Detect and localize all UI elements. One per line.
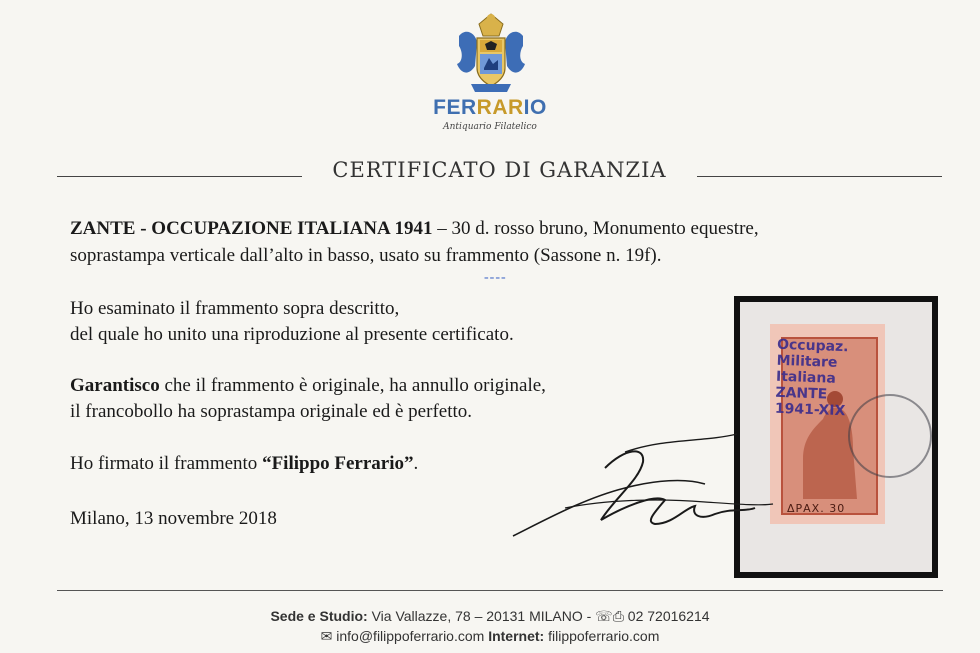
footer-contact: ✉ info@filippoferrario.com Internet: filippoferrario.com	[320, 628, 660, 644]
stamp-overprint	[775, 337, 849, 419]
title-rule-left	[57, 176, 302, 177]
postmark-cancel	[848, 394, 932, 478]
overprint-line: ZANTE	[775, 384, 828, 403]
stamp-value: ΔΡΑΧ. 30	[787, 502, 846, 515]
overprint-line: Militare	[776, 352, 838, 371]
description-line-2: soprastampa verticale dall’alto in basso, usato su frammento (Sassone n. 19f).	[70, 245, 662, 266]
paragraph2-line-1: Garantisco che il frammento è originale, ha annullo originale,	[70, 375, 546, 396]
description-line-1: ZANTE - OCCUPAZIONE ITALIANA 1941 – 30 d. rosso bruno, Monumento equestre,	[70, 218, 759, 239]
overprint-line: Italiana	[775, 368, 837, 387]
certificate-title: CERTIFICATO DI GARANZIA	[332, 158, 667, 182]
paragraph1-line-2: del quale ho unito una riproduzione al presente certificato.	[70, 324, 514, 345]
mail-icon: ✉	[320, 628, 333, 644]
brand-tagline: Antiquario Filatelico	[443, 122, 537, 132]
crest-logo-icon	[451, 6, 531, 96]
overprint-line: 1941-XIX	[774, 400, 846, 420]
separator: ----	[484, 270, 507, 285]
brand-name: FERRARIO	[433, 96, 547, 119]
handwritten-signature	[505, 428, 775, 548]
footer-address: Sede e Studio: Via Vallazze, 78 – 20131 MILANO - ☏⎙ 02 72016214	[270, 608, 710, 624]
paragraph2-line-2: il francobollo ha soprastampa originale ed è perfetto.	[70, 401, 473, 422]
overprint-line: Occupaz.	[776, 336, 849, 356]
paragraph1-line-1: Ho esaminato il frammento sopra descritto,	[70, 298, 400, 319]
footer-rule	[57, 590, 943, 591]
title-rule-right	[697, 176, 942, 177]
date-line: Milano, 13 novembre 2018	[70, 508, 277, 529]
signature-statement: Ho firmato il frammento “Filippo Ferrario”.	[70, 453, 419, 474]
fax-icon: ⎙	[612, 608, 624, 624]
